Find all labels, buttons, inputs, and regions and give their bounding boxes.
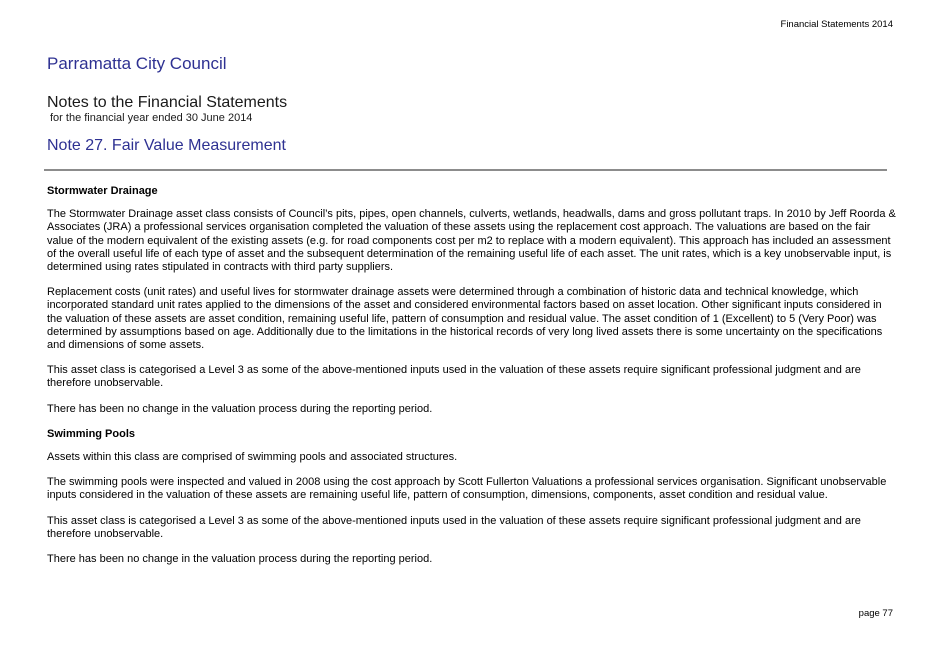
header-report-title: Financial Statements 2014 [780, 19, 893, 30]
organisation-name: Parramatta City Council [47, 54, 227, 73]
paragraph: This asset class is categorised a Level 3 as some of the above-mentioned inputs used in the valuation of these assets require significant professional judgment and are therefore unobservable. [47, 514, 861, 540]
paragraph: Replacement costs (unit rates) and useful lives for stormwater drainage assets were determined through a combination of historic data and technical knowledge, which incorporated standard unit rates applied to the dimensions of the asset and considered environmental factors based on asset location. Other significant inputs considered in the valuation of these assets are asset condition, remaining useful life, pattern of consumption and residual value. The asset condition of 1 (Excellent) to 5 (Very Poor) was determined by assumptions based on age. Additionally due to the limitations in the historical records of very long lived assets there is some uncertainty on the specifications and dimensions of some assets. [47, 286, 883, 352]
section-heading: Stormwater Drainage [47, 185, 158, 197]
paragraph: There has been no change in the valuation process during the reporting period. [47, 402, 433, 415]
note-content [47, 185, 896, 578]
paragraph: There has been no change in the valuation process during the reporting period. [47, 553, 433, 566]
paragraph: The swimming pools were inspected and valued in 2008 using the cost approach by Scott Fullerton Valuations a professional services organisation. Significant unobservable inputs considered in the valuation of these assets are remaining useful life, pattern of consumption, dimensions, components, asset condition and residual value. [47, 476, 887, 502]
paragraph: The Stormwater Drainage asset class consists of Council’s pits, pipes, open channels, culverts, wetlands, headwalls, dams and gross pollutant traps. In 2010 by Jeff Roorda & Associates (JRA) a professional services organisation completed the valuation of these assets using the replacement cost approach. The valuations are based on the fair value of the modern equivalent of the existing assets (e.g. for road components cost per m2 to replace with a modern equivalent). This approach has included an assessment of the overall useful life of each type of asset and the subsequent determination of the remaining useful life of each asset. The unit rates, which is a key unobservable input, is determined using rates stipulated in contracts with third party suppliers. [47, 208, 896, 274]
paragraph: This asset class is categorised a Level 3 as some of the above-mentioned inputs used in the valuation of these assets require significant professional judgment and are therefore unobservable. [47, 364, 861, 390]
section-swimming-pools [47, 428, 896, 566]
section-stormwater-drainage [47, 185, 896, 416]
header-divider [44, 169, 887, 171]
paragraph: Assets within this class are comprised of swimming pools and associated structures. [47, 451, 458, 464]
document-subtitle: for the financial year ended 30 June 2014 [50, 112, 253, 124]
note-title: Note 27. Fair Value Measurement [47, 137, 286, 154]
document-title: Notes to the Financial Statements [47, 94, 288, 111]
page-number: page 77 [858, 608, 893, 619]
section-heading: Swimming Pools [47, 427, 136, 440]
